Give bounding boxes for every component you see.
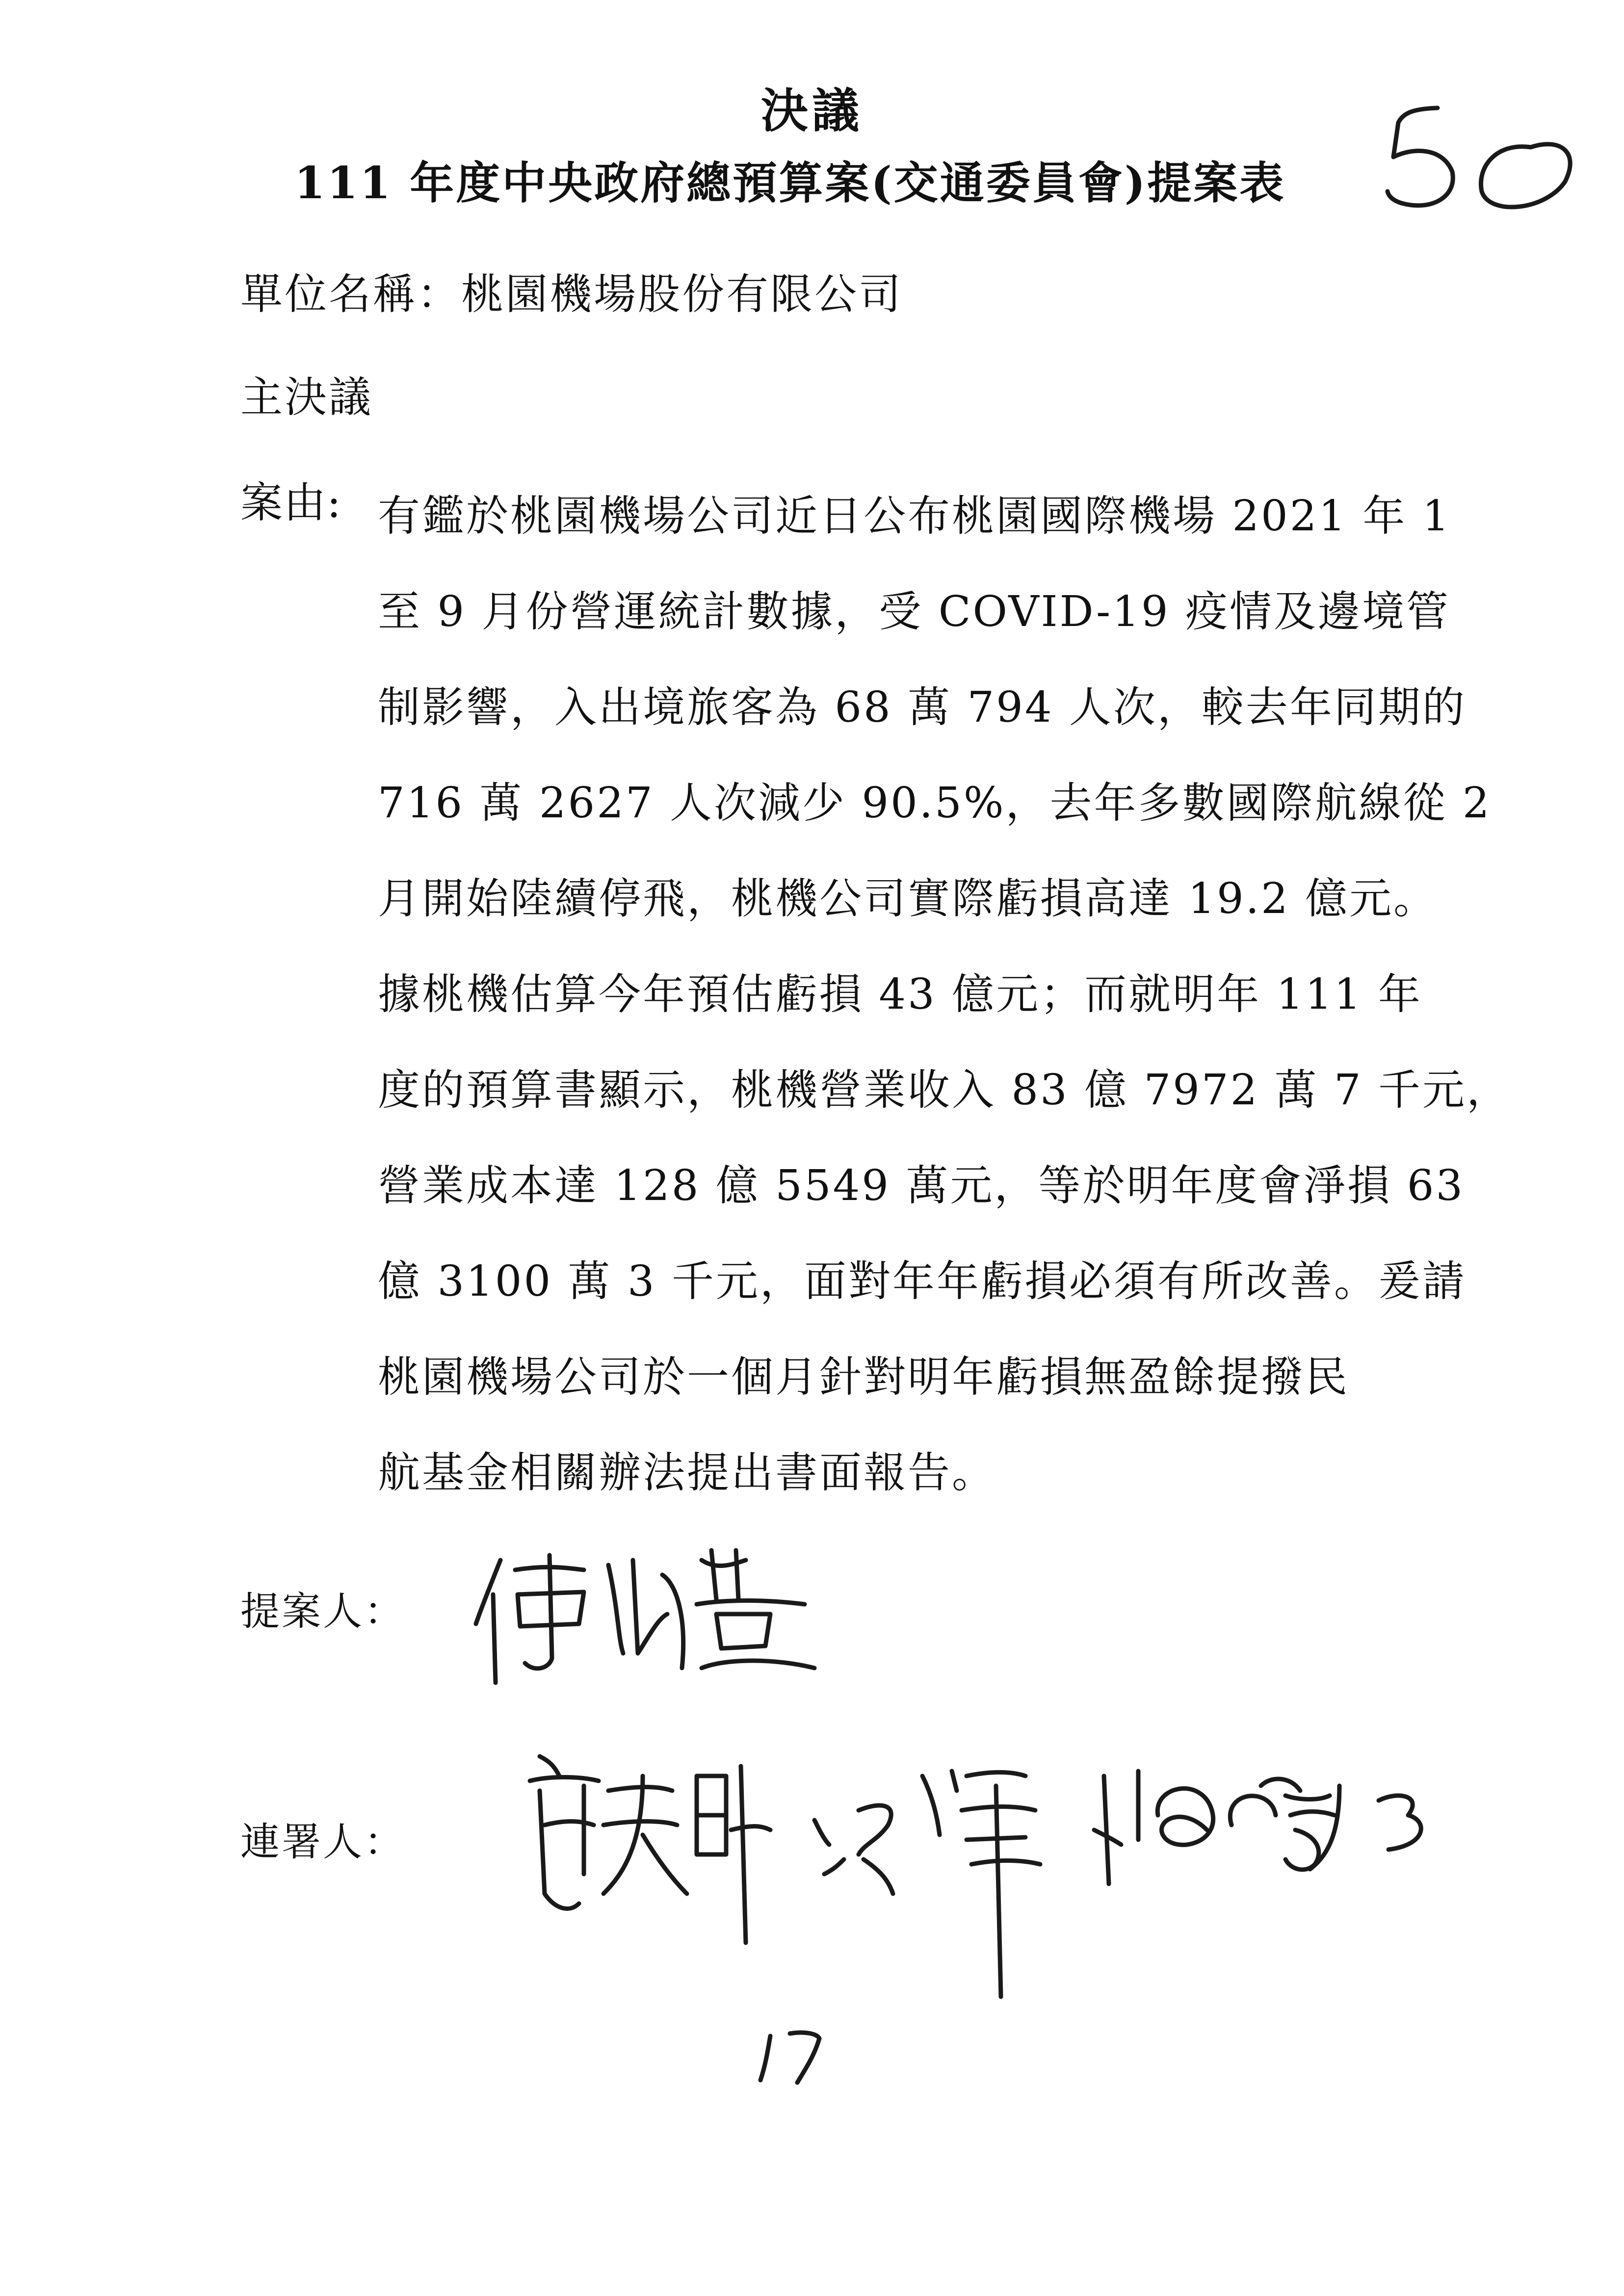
reason-line: 制影響，入出境旅客為 68 萬 794 人次，較去年同期的 bbox=[378, 683, 1467, 732]
handwritten-footer-mark bbox=[756, 2026, 824, 2085]
unit-label: 單位名稱： bbox=[240, 270, 461, 319]
main-resolution-label: 主決議 bbox=[240, 373, 373, 422]
unit-name bbox=[240, 260, 903, 321]
proposer-signature bbox=[471, 1540, 824, 1688]
cosigner-signature-2 bbox=[805, 1756, 1060, 2002]
reason-body bbox=[378, 469, 1511, 1521]
document-title: 111 年度中央政府總預算案(交通委員會)提案表 bbox=[294, 157, 1286, 209]
reason-line: 有鑑於桃園機場公司近日公布桃園國際機場 2021 年 1 bbox=[378, 492, 1451, 541]
reason-line: 至 9 月份營運統計數據，受 COVID-19 疫情及邊境管 bbox=[378, 587, 1450, 636]
handwritten-page-number bbox=[1384, 93, 1590, 221]
unit-value: 桃園機場股份有限公司 bbox=[461, 270, 903, 319]
reason-line: 航基金相關辦法提出書面報告。 bbox=[378, 1448, 996, 1497]
reason-line: 度的預算書顯示，桃機營業收入 83 億 7972 萬 7 千元， bbox=[378, 1066, 1511, 1115]
reason-line: 716 萬 2627 人次減少 90.5%，去年多數國際航線從 2 bbox=[378, 779, 1492, 828]
reason-label: 案由: bbox=[240, 478, 342, 527]
reason-line: 桃園機場公司於一個月針對明年虧損無盈餘提撥民 bbox=[378, 1353, 1349, 1402]
cosigner-signature-3 bbox=[1084, 1756, 1447, 1904]
reason-line: 億 3100 萬 3 千元，面對年年虧損必須有所改善。爰請 bbox=[378, 1257, 1467, 1306]
cosigner-label: 連署人： bbox=[240, 1819, 405, 1865]
reason-line: 據桃機估算今年預估虧損 43 億元；而就明年 111 年 bbox=[378, 970, 1422, 1019]
resolution-stamp: 決議 bbox=[761, 83, 863, 138]
reason-line: 營業成本達 128 億 5549 萬元，等於明年度會淨損 63 bbox=[378, 1161, 1465, 1210]
proposer-label: 提案人： bbox=[240, 1589, 405, 1634]
reason-line: 月開始陸續停飛，桃機公司實際虧損高達 19.2 億元。 bbox=[378, 874, 1438, 923]
cosigner-signature-1 bbox=[510, 1747, 775, 1953]
